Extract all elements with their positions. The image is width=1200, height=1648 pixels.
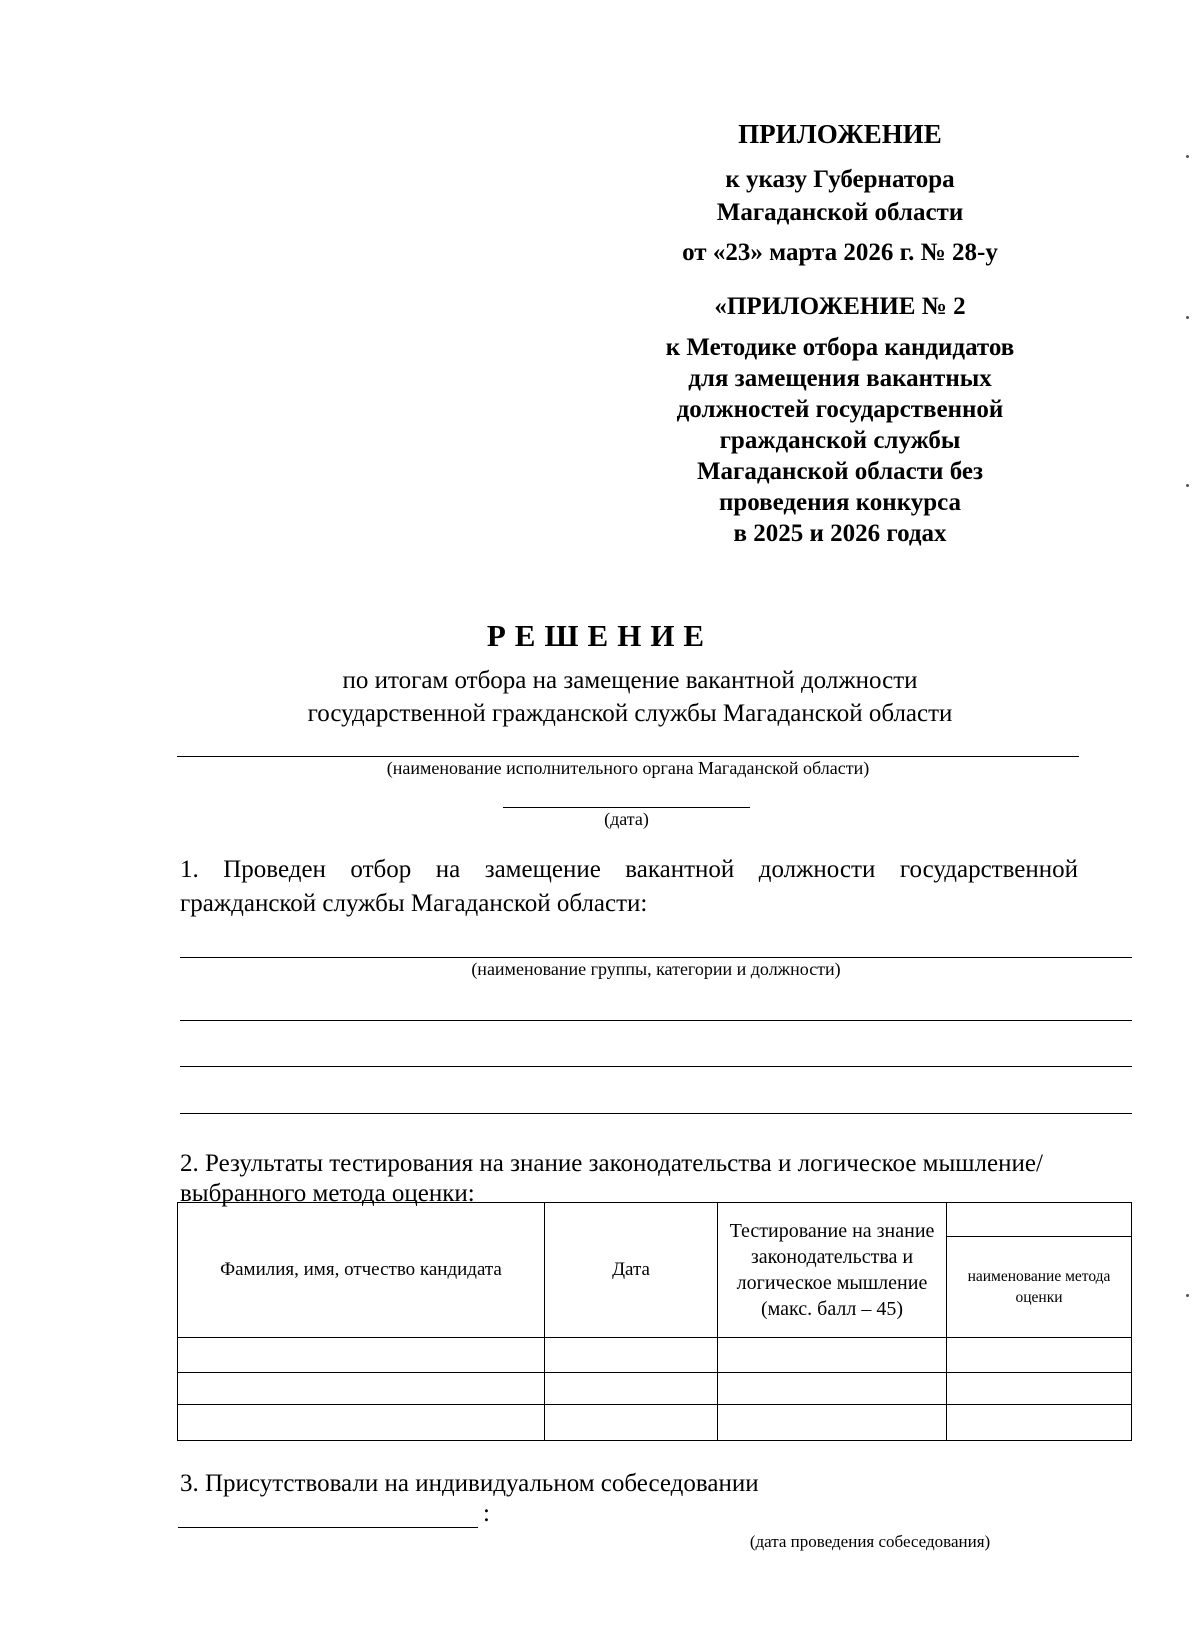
table-cell [947,1373,1132,1405]
decree-date-number: от «23» марта 2026 г. № 28-у [682,239,998,266]
position-blank-line-4 [180,1113,1132,1114]
results-table [177,1202,1132,1441]
table-cell [545,1405,718,1441]
method-line: к Методике отбора кандидатов [665,334,1015,361]
position-blank-line-2 [180,1020,1132,1021]
org-name-caption: (наименование исполнительного органа Магаданской области) [386,758,870,778]
table-cell [947,1405,1132,1441]
date-caption: (дата) [604,809,649,829]
section1-line2: гражданской службы Магаданской области: [180,890,648,917]
section3-line1: 3. Присутствовали на индивидуальном собеседовании [180,1470,759,1497]
table-cell [947,1338,1132,1373]
scan-speck [1186,484,1189,487]
section2-text [180,1147,1140,1207]
scan-speck [1186,316,1189,319]
interview-colon: : [483,1500,490,1527]
position-caption: (наименование группы, категории и должности) [471,959,841,979]
method-line: Магаданской области без [696,458,984,485]
decision-subtitle-line1: по итогам отбора на замещение вакантной должности [342,667,918,694]
table-cell [545,1373,718,1405]
method-line: должностей государственной [676,396,1004,423]
table-row [178,1373,1132,1405]
appendix-header [620,118,1060,549]
decision-subtitle-line2: государственной гражданской службы Магаданской области [307,700,953,727]
header-date: Дата [545,1203,718,1338]
interview-date-blank-line [178,1527,478,1528]
table-row [178,1338,1132,1373]
method-line: для замещения вакантных [688,365,992,392]
table-cell [718,1405,947,1441]
header-method-name: наименование метода оценки [947,1237,1132,1338]
section1-text [180,853,1078,921]
position-blank-line-3 [180,1066,1132,1067]
header-method-blank [947,1203,1132,1237]
interview-date-caption: (дата проведения собеседования) [749,1532,991,1551]
scan-speck [1186,1294,1189,1297]
header-candidate-name: Фамилия, имя, отчество кандидата [178,1203,545,1338]
table-cell [178,1338,545,1373]
section2-line1: 2. Результаты тестирования на знание законодательства и логическое мышление/ [180,1150,1043,1177]
header-testing: Тестирование на знание законодательства и логическое мышление (макс. балл – 45) [718,1203,947,1338]
decision-subtitle [180,664,1080,730]
position-blank-line [180,957,1132,958]
scan-speck [1186,155,1189,158]
section1-line1: 1. Проведен отбор на замещение вакантной должности государственной [180,856,1078,883]
appendix-title: ПРИЛОЖЕНИЕ [738,119,942,149]
appendix2-title: «ПРИЛОЖЕНИЕ № 2 [714,293,966,320]
table-cell [545,1338,718,1373]
section2-line2: выбранного метода оценки: [180,1180,475,1207]
method-line: гражданской службы [719,427,961,454]
table-cell [718,1338,947,1373]
method-line: в 2025 и 2026 годах [733,520,947,547]
date-blank-line [503,807,750,808]
decree-reference-line1: к указу Губернатора [725,166,955,193]
method-line: проведения конкурса [718,489,962,516]
decree-reference-line2: Магаданской области [716,199,964,226]
table-row [178,1405,1132,1441]
table-cell [178,1373,545,1405]
table-cell [178,1405,545,1441]
table-cell [718,1373,947,1405]
org-name-blank-line [177,756,1079,757]
decision-title: РЕШЕНИЕ [486,618,714,653]
